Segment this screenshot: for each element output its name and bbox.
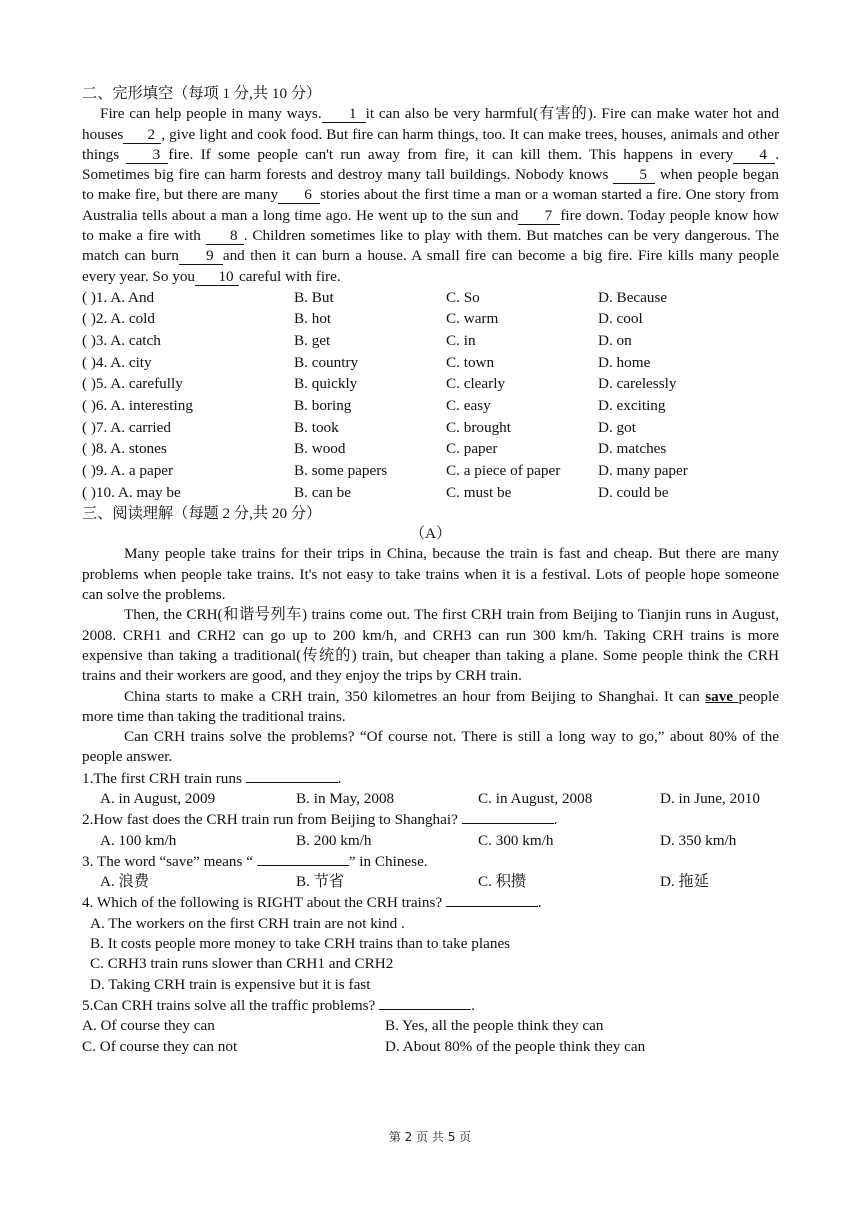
question-5-options-row2: C. Of course they can not D. About 80% of the people think they can [82,1037,646,1055]
section2-title: 二、完形填空（每项 1 分,共 10 分） [82,85,322,102]
answer-blank [379,995,471,1010]
answer-blank [257,851,349,866]
question-3: 3. The word “save” means “ ” in Chinese. [82,852,428,870]
question-1-options: A. in August, 2009 B. in May, 2008 C. in August, 2008 D. in June, 2010 [100,790,760,807]
answer-blank [246,768,338,783]
section3-title: 三、阅读理解（每题 2 分,共 20 分） [82,504,322,522]
cloze-passage: Fire can help people in many ways. 1 it can also be very harmful(有害的). Fire can make water hot and houses 2 , give light and cook food. But fire can harm things, too. It can make trees, houses, animals and other things 3 fire. If some people can't run away from fire, it can kill them. This happens in every 4 . Sometimes big fire can harm forests and destroy many tall buildings. Nobody knows 5 when people began to make fire, but there are many 6 stories about the first time a man or a woman started a fire. One story from Australia tells about a man a long time ago. He went up to the sun and 7 fire down. Today people know how to make a fire with 8 . Children sometimes like to play with them. But matches can be very dangerous. The match can burn 9 and then it can burn a house. A small fire can become a big fire. Fire kills many people every year. So you 10 careful with fire. [82,105,779,285]
reading-paragraph-1: Many people take trains for their trips in China, because the train is fast and cheap. But there are many problems when people take trains. It's not easy to take trains when it is a festival. Lots of people hope someone can solve the problems. [82,545,779,604]
question-4-option-b: B. It costs people more money to take CRH trains than to take planes [90,935,511,953]
blank-1: 1 [322,106,366,123]
question-1: 1.The first CRH train runs . [82,769,342,787]
page-number: 第 2 页 共 5 页 [388,1130,472,1144]
blank-6: 6 [278,187,320,204]
question-3-options: A. 浪费 B. 节省 C. 积攒 D. 拖延 [100,873,709,891]
question-4-option-c: C. CRH3 train runs slower than CRH1 and CRH2 [90,955,394,973]
reading-paragraph-4: Can CRH trains solve the problems? “Of course not. There is still a long way to go,” about 80% of the people answer. [82,728,779,766]
blank-7: 7 [518,208,560,225]
blank-8: 8 [206,228,244,245]
passage-a-title: （A） [409,525,452,543]
blank-10: 10 [195,269,239,286]
question-5: 5.Can CRH trains solve all the traffic problems? . [82,996,475,1014]
option-row: ( )9. A. a paper B. some papers C. a piece of paper D. many paper [82,462,688,480]
option-row: ( )7. A. carried B. took C. brought D. got [82,418,636,436]
reading-paragraph-3: China starts to make a CRH train, 350 kilometres an hour from Beijing to Shanghai. It can save people more time than taking the traditional trains. [82,687,779,725]
question-5-options-row1: A. Of course they can B. Yes, all the people think they can [82,1017,604,1035]
option-row: ( )1. A. And B. But C. So D. Because [82,288,668,306]
question-2-options: A. 100 km/h B. 200 km/h C. 300 km/h D. 350 km/h [100,831,737,849]
answer-blank [462,809,554,824]
answer-blank [446,892,538,907]
blank-3: 3 [126,147,168,164]
reading-paragraph-2: Then, the CRH(和谐号列车) trains come out. The first CRH train from Beijing to Tianjin runs in August, 2008. CRH1 and CRH2 can go up to 200 km/h, and CRH3 can run 300 km/h. Taking CRH trains is more expensive than taking a traditional(传统的) train, but cheaper than taking a plane. Some people think the CRH trains and their workers are good, and they enjoy the trips by CRH train. [82,606,779,685]
blank-5: 5 [613,167,655,184]
blank-4: 4 [733,147,775,164]
exam-page [82,84,779,1057]
question-4-option-a: A. The workers on the first CRH train are not kind . [90,914,405,932]
option-row: ( )8. A. stones B. wood C. paper D. matches [82,440,667,458]
keyword-save: save [705,687,739,705]
option-row: ( )3. A. catch B. get C. in D. on [82,332,632,350]
cloze-options [82,287,779,504]
option-row: ( )6. A. interesting B. boring C. easy D. exciting [82,397,666,415]
option-row: ( )10. A. may be B. can be C. must be D. could be [82,483,669,501]
option-row: ( )5. A. carefully B. quickly C. clearly D. carelessly [82,375,677,393]
option-row: ( )4. A. city B. country C. town D. home [82,353,651,371]
option-row: ( )2. A. cold B. hot C. warm D. cool [82,310,643,328]
question-2: 2.How fast does the CRH train run from Beijing to Shanghai? . [82,811,558,829]
question-4: 4. Which of the following is RIGHT about the CRH trains? . [82,894,542,912]
blank-2: 2 [123,127,161,144]
blank-9: 9 [179,248,223,265]
question-4-option-d: D. Taking CRH train is expensive but it is fast [90,975,371,993]
